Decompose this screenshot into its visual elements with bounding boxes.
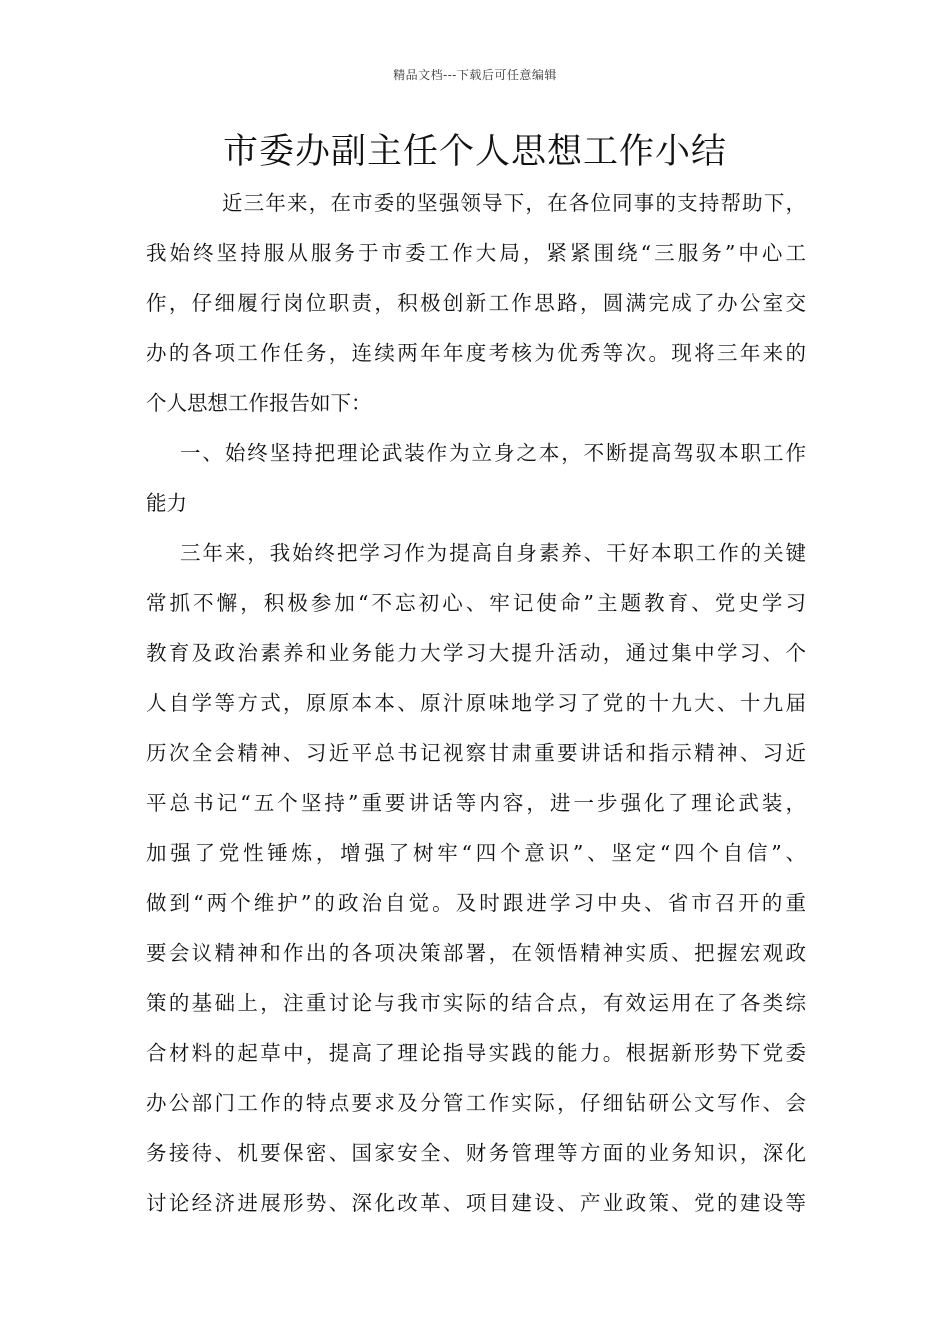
body-line: 讨论经济进展形势、深化改革、项目建设、产业政策、党的建设等 (146, 1191, 806, 1215)
document-body (146, 178, 806, 1228)
document-title: 市委办副主任个人思想工作小结 (222, 132, 727, 172)
body-line: 做到“两个维护”的政治自觉。及时跟进学习中央、省市召开的重 (146, 891, 806, 915)
body-line: 近三年来，在市委的坚强领导下，在各位同事的支持帮助下， (222, 191, 806, 215)
body-line: 个人思想工作报告如下： (146, 391, 372, 415)
body-line: 策的基础上，注重讨论与我市实际的结合点，有效运用在了各类综 (146, 991, 806, 1015)
body-line: 加强了党性锤炼，增强了树牢“四个意识”、坚定“四个自信”、 (146, 841, 806, 865)
body-line: 常抓不懈，积极参加“不忘初心、牢记使命”主题教育、党史学习 (146, 591, 806, 615)
header-note: 精品文档---下载后可任意编辑 (393, 68, 557, 82)
section-heading-line: 能力 (146, 491, 187, 515)
body-line: 务接待、机要保密、国家安全、财务管理等方面的业务知识，深化 (146, 1141, 806, 1165)
body-line: 作，仔细履行岗位职责，积极创新工作思路，圆满完成了办公室交 (146, 291, 806, 315)
body-line: 办的各项工作任务，连续两年年度考核为优秀等次。现将三年来的 (146, 341, 806, 365)
body-line: 教育及政治素养和业务能力大学习大提升活动，通过集中学习、个 (146, 641, 806, 665)
body-line: 我始终坚持服从服务于市委工作大局，紧紧围绕“三服务”中心工 (146, 241, 806, 265)
body-line: 人自学等方式，原原本本、原汁原味地学习了党的十九大、十九届 (146, 691, 806, 715)
body-line: 要会议精神和作出的各项决策部署，在领悟精神实质、把握宏观政 (146, 941, 806, 965)
body-line: 三年来，我始终把学习作为提高自身素养、干好本职工作的关键 (180, 541, 806, 565)
body-line: 办公部门工作的特点要求及分管工作实际，仔细钻研公文写作、会 (146, 1091, 806, 1115)
body-line: 平总书记“五个坚持”重要讲话等内容，进一步强化了理论武装， (146, 791, 806, 815)
body-line: 合材料的起草中，提高了理论指导实践的能力。根据新形势下党委 (146, 1041, 806, 1065)
section-heading-line: 一、始终坚持把理论武装作为立身之本，不断提高驾驭本职工作 (180, 441, 806, 465)
body-line: 历次全会精神、习近平总书记视察甘肃重要讲话和指示精神、习近 (146, 741, 806, 765)
